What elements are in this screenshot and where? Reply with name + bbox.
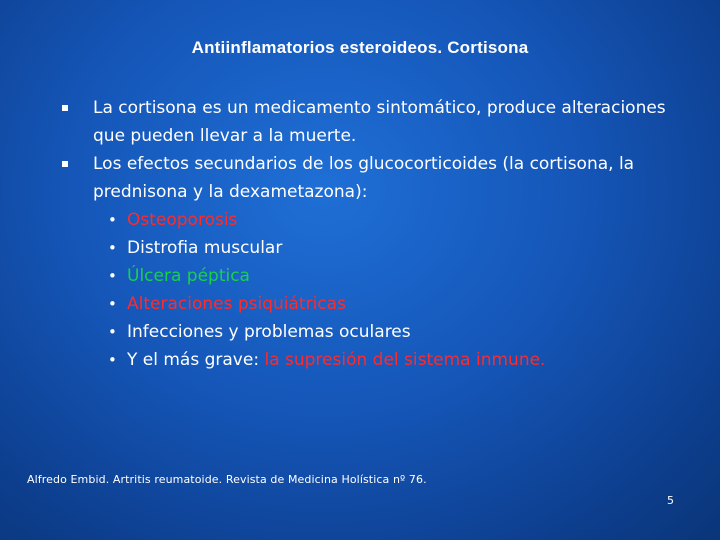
page-number: 5: [667, 494, 674, 507]
dot-bullet-icon: •: [108, 239, 117, 257]
bullet-item-1: [60, 94, 700, 150]
list-item: [60, 234, 700, 262]
list-item: [60, 206, 700, 234]
list-item: [60, 290, 700, 318]
dot-bullet-icon: •: [108, 267, 117, 285]
bullet-text: La cortisona es un medicamento sintomático, produce alteraciones que pueden llevar a la muerte.: [93, 98, 666, 146]
slide-content: [60, 94, 700, 374]
square-bullet-icon: [62, 105, 68, 111]
list-item-text: Distrofia muscular: [127, 238, 283, 258]
dot-bullet-icon: •: [108, 323, 117, 341]
list-item-prefix: Y el más grave:: [127, 350, 265, 370]
list-item-text: Infecciones y problemas oculares: [127, 322, 411, 342]
list-item: [60, 262, 700, 290]
list-item-text: Alteraciones psiquiátricas: [127, 294, 346, 314]
dot-bullet-icon: •: [108, 211, 117, 229]
bullet-text: Los efectos secundarios de los glucocorticoides (la cortisona, la prednisona y la dexametazona):: [93, 154, 635, 202]
dot-bullet-icon: •: [108, 351, 117, 369]
slide-title: Antiinflamatorios esteroideos. Cortisona: [191, 38, 529, 57]
reference-citation: Alfredo Embid. Artritis reumatoide. Revista de Medicina Holística nº 76.: [27, 473, 427, 486]
list-item-text: Úlcera péptica: [127, 266, 250, 286]
square-bullet-icon: [62, 161, 68, 167]
dot-bullet-icon: •: [108, 295, 117, 313]
list-item-highlight: la supresión del sistema inmune.: [264, 350, 546, 370]
side-effects-list: [60, 206, 700, 374]
list-item: [60, 346, 700, 374]
list-item-text: Osteoporosis: [127, 210, 238, 230]
bullet-item-2: [60, 150, 700, 206]
list-item: [60, 318, 700, 346]
